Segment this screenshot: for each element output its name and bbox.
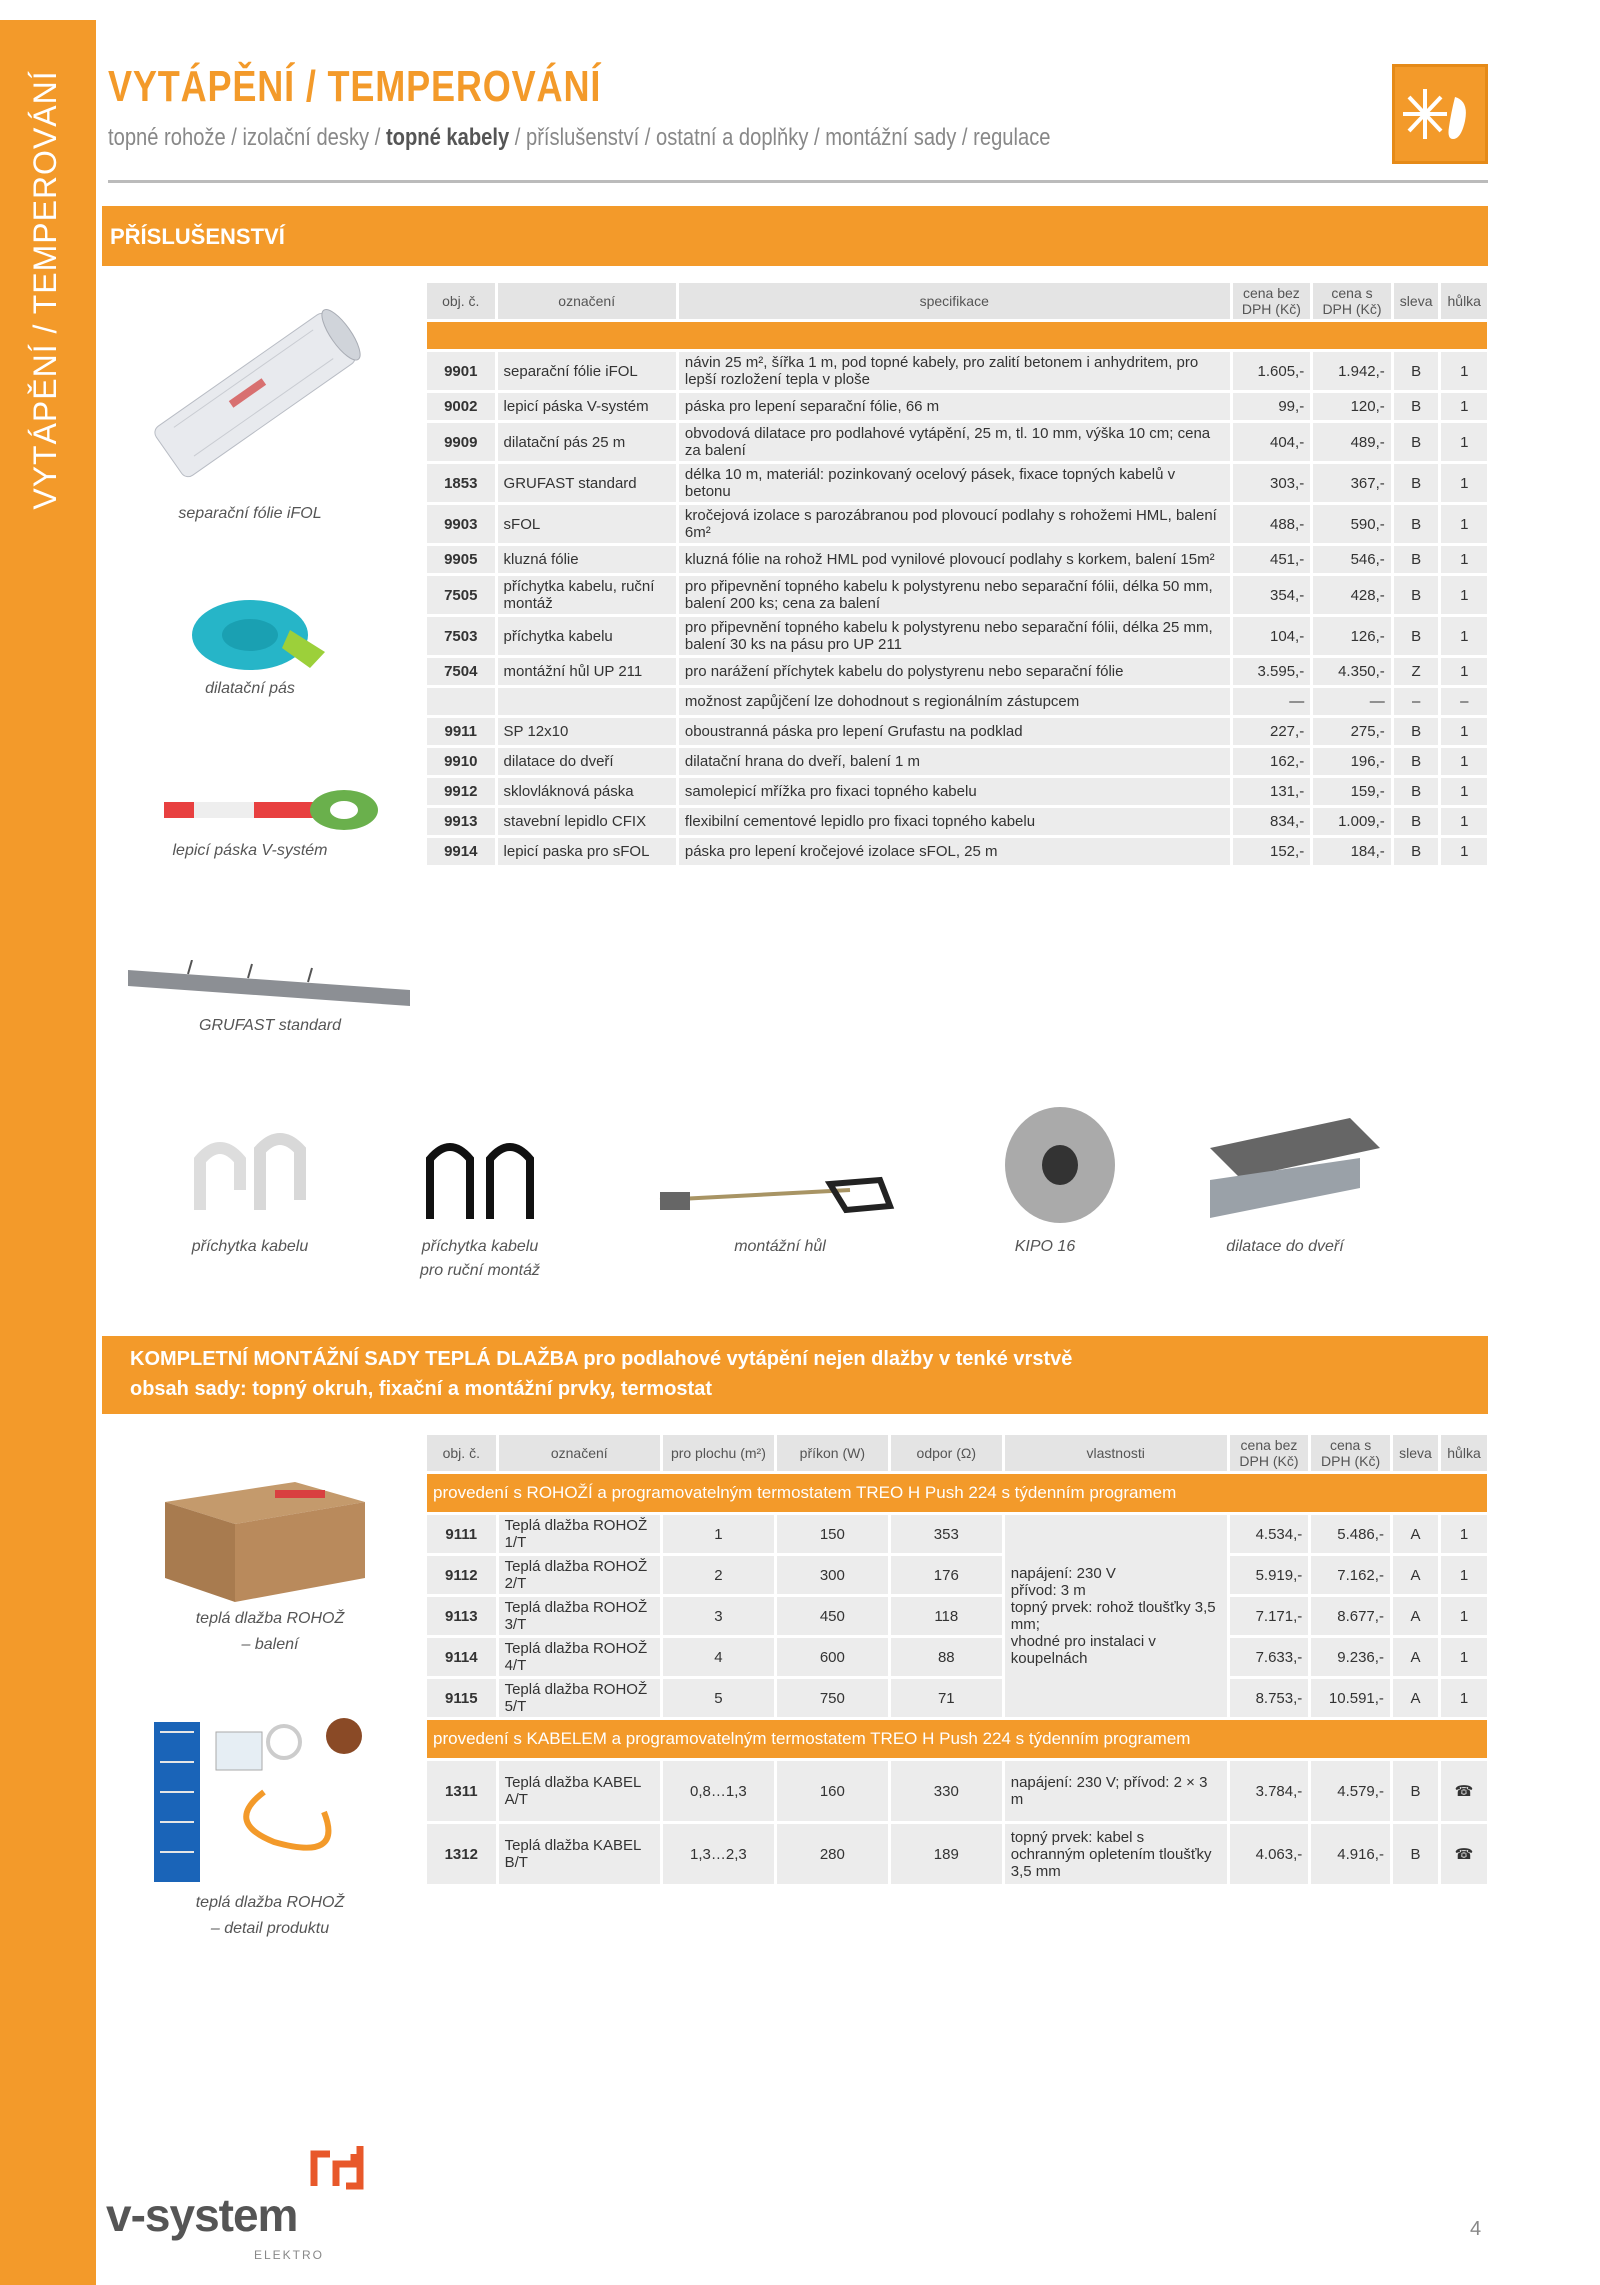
table-cell: 10.591,- [1311,1679,1390,1717]
table-cell: Teplá dlažba ROHOŽ 3/T [499,1597,660,1635]
table-cell: GRUFAST standard [498,464,676,502]
table-header-cell: příkon (W) [777,1435,888,1471]
page-title: VYTÁPĚNÍ / TEMPEROVÁNÍ [108,62,602,111]
table-cell: obvodová dilatace pro podlahové vytápění, 25 m, tl. 10 mm, výška 10 cm; cena za balení [679,423,1230,461]
table-cell: B [1394,393,1439,420]
caption-manual-clip-2: pro ruční montáž [419,1262,541,1279]
table-cell: — [1233,688,1311,715]
table-cell: B [1394,617,1439,655]
table-header-cell: obj. č. [427,1435,496,1471]
table-cell: 1,3…2,3 [663,1824,774,1884]
table-cell: 750 [777,1679,888,1717]
property-line: topný prvek: rohož tloušťky 3,5 mm; [1010,1599,1216,1633]
table-cell: 5.919,- [1230,1556,1309,1594]
table-row [427,393,1487,420]
table-cell: pro narážení příchytek kabelu do polystyrenu nebo separační fólie [679,658,1230,685]
table-cell: B [1394,576,1439,614]
caption-detail-1: teplá dlažba ROHOŽ [195,1894,345,1911]
breadcrumb-item: topné kabely [385,124,510,151]
brand-sub: ELEKTRO [254,2248,325,2262]
table-cell: 1 [1441,576,1487,614]
table-cell: oboustranná páska pro lepení Grufastu na podklad [679,718,1230,745]
table-cell: 450 [777,1597,888,1635]
property-line: napájení: 230 V [1010,1565,1116,1582]
table-header-cell: označení [498,283,676,319]
table-cell: B [1394,778,1439,805]
properties-cell [1005,1515,1227,1717]
table-cell: 9111 [427,1515,496,1553]
table-cell: 1 [1441,778,1487,805]
table-cell: 9913 [427,808,495,835]
table-cell: 160 [777,1761,888,1821]
table-cell: separační fólie iFOL [498,352,676,390]
table-row [427,778,1487,805]
table-cell: 404,- [1233,423,1311,461]
table-cell: – [1441,688,1487,715]
table-cell: Teplá dlažba KABEL B/T [499,1824,660,1884]
table-header-cell: odpor (Ω) [891,1435,1002,1471]
property-line: vhodné pro instalaci v koupelnách [1010,1633,1156,1667]
door-dilatation-image [1200,1118,1390,1228]
table-cell: Teplá dlažba ROHOŽ 4/T [499,1638,660,1676]
heating-logo-icon [1392,64,1488,164]
side-title: VYTÁPĚNÍ / TEMPEROVÁNÍ [27,70,63,510]
table-cell: 546,- [1313,546,1391,573]
table-cell: 120,- [1313,393,1391,420]
table-header-cell: cena s DPH (Kč) [1311,1435,1390,1471]
grufast-image [128,960,410,1020]
mounting-stick-image [650,1160,900,1220]
group-title: provedení s KABELEM a programovatelným termostatem TREO H Push 224 s týdenním programem [427,1720,1487,1758]
table-cell: 1 [663,1515,774,1553]
table-cell: 354,- [1233,576,1311,614]
table-cell: 131,- [1233,778,1311,805]
table-cell: 1 [1441,423,1487,461]
caption-kipo: KIPO 16 [1014,1238,1076,1255]
table-row [427,1761,1487,1821]
table-cell: 126,- [1313,617,1391,655]
table-cell: 9905 [427,546,495,573]
table-cell: 1.942,- [1313,352,1391,390]
table-cell: 7504 [427,658,495,685]
table-cell: 1 [1441,464,1487,502]
table-cell: návin 25 m², šířka 1 m, pod topné kabely, pro zalití betonem i anhydritem, pro lepší rozložení tepla v ploše [679,352,1230,390]
group-title: provedení s ROHOŽÍ a programovatelným termostatem TREO H Push 224 s týdenním programem [427,1474,1487,1512]
clip-image [180,1130,320,1220]
table-cell: délka 10 m, materiál: pozinkovaný ocelový pásek, fixace topných kabelů v betonu [679,464,1230,502]
table-cell: příchytka kabelu, ruční montáž [498,576,676,614]
table-cell: 159,- [1313,778,1391,805]
table-cell: 9113 [427,1597,496,1635]
tape-image [164,788,380,832]
table-cell: 9114 [427,1638,496,1676]
table-cell: dilatační hrana do dveří, balení 1 m [679,748,1230,775]
table-row [427,1679,1487,1717]
table-cell: 489,- [1313,423,1391,461]
table-cell: 4.579,- [1311,1761,1390,1821]
table-cell: 196,- [1313,748,1391,775]
property-line: přívod: 3 m [1010,1582,1086,1599]
table-cell: 330 [891,1761,1002,1821]
table-cell: 300 [777,1556,888,1594]
table-row [427,718,1487,745]
table-row [427,688,1487,715]
table-cell: 488,- [1233,505,1311,543]
caption-tape: lepicí páska V-systém [172,842,328,859]
table-cell: 3.595,- [1233,658,1311,685]
table-cell: 1.605,- [1233,352,1311,390]
table-cell: 834,- [1233,808,1311,835]
table-cell: 88 [891,1638,1002,1676]
table-cell: kluzná fólie [498,546,676,573]
breadcrumb-item: topné rohože [108,124,226,151]
table-cell: Teplá dlažba ROHOŽ 1/T [499,1515,660,1553]
table-cell: 4.350,- [1313,658,1391,685]
table-header-cell: hůlka [1441,283,1487,319]
table-cell: 9901 [427,352,495,390]
table-cell: lepicí páska V-systém [498,393,676,420]
table-cell: 1312 [427,1824,496,1884]
table-cell: 1 [1441,718,1487,745]
table-cell: B [1393,1824,1438,1884]
table-row [427,1824,1487,1884]
table-cell: 451,- [1233,546,1311,573]
table-cell: 1311 [427,1761,496,1821]
table-cell: kročejová izolace s parozábranou pod plovoucí podlahy s rohožemi HML, balení 6m² [679,505,1230,543]
table-cell: 184,- [1313,838,1391,865]
table-cell: 4 [663,1638,774,1676]
table-cell: 1.009,- [1313,808,1391,835]
table-cell: 118 [891,1597,1002,1635]
table-cell: 9911 [427,718,495,745]
breadcrumb-item: příslušenství [526,124,640,151]
table-row [427,617,1487,655]
table-cell: lepicí paska pro sFOL [498,838,676,865]
table-cell: napájení: 230 V; přívod: 2 × 3 m [1005,1761,1227,1821]
table-cell: sFOL [498,505,676,543]
table-header-cell: obj. č. [427,283,495,319]
table-header-cell: sleva [1394,283,1439,319]
product-detail-image [154,1712,394,1882]
table-header-cell: sleva [1393,1435,1438,1471]
caption-door: dilatace do dveří [1226,1238,1344,1255]
table-cell: 152,- [1233,838,1311,865]
table-cell: sklovláknová páska [498,778,676,805]
table-cell: 2 [663,1556,774,1594]
table-cell: B [1394,464,1439,502]
table-cell: 1 [1441,838,1487,865]
table-cell: B [1394,838,1439,865]
table-cell: B [1394,718,1439,745]
table-cell: 1 [1441,505,1487,543]
table-cell: příchytka kabelu [498,617,676,655]
table-row [427,808,1487,835]
table-cell: B [1394,423,1439,461]
breadcrumb-item: regulace [973,124,1051,151]
table-header-cell: označení [499,1435,660,1471]
table-cell: ☎ [1441,1824,1487,1884]
table-row [427,1638,1487,1676]
table-cell: 1 [1441,617,1487,655]
caption-grufast: GRUFAST standard [199,1017,341,1034]
table-cell: 104,- [1233,617,1311,655]
table-cell: pro připevnění topného kabelu k polystyrenu nebo separační fólii, délka 50 mm, balení 200 ks; cena za balení [679,576,1230,614]
table-cell: samolepicí mřížka pro fixaci topného kabelu [679,778,1230,805]
table-header-cell: cena bez DPH (Kč) [1233,283,1311,319]
table-header-cell: pro plochu (m²) [663,1435,774,1471]
table-row [427,505,1487,543]
table-cell: Teplá dlažba ROHOŽ 5/T [499,1679,660,1717]
table-cell: A [1393,1556,1438,1594]
table-cell [498,688,676,715]
table-cell: 9112 [427,1556,496,1594]
table-row [427,838,1487,865]
table-cell: – [1394,688,1439,715]
table-row [427,1556,1487,1594]
breadcrumb-item: ostatní a doplňky [655,124,809,151]
table-cell: A [1393,1515,1438,1553]
table-cell: 5 [663,1679,774,1717]
accessories-table [424,280,1490,868]
table-row [427,352,1487,390]
table-cell: 9115 [427,1679,496,1717]
table-cell: 9912 [427,778,495,805]
table-cell: 7.633,- [1230,1638,1309,1676]
caption-ifol: separační fólie iFOL [178,505,322,522]
table-cell: 367,- [1313,464,1391,502]
table-cell: 590,- [1313,505,1391,543]
table-cell: 4.916,- [1311,1824,1390,1884]
caption-clip: příchytka kabelu [191,1238,309,1255]
table-cell: kluzná fólie na rohož HML pod vynilové plovoucí podlahy s korkem, balení 15m² [679,546,1230,573]
table-cell: flexibilní cementové lepidlo pro fixaci topného kabelu [679,808,1230,835]
table-row [427,1597,1487,1635]
table-cell: 5.486,- [1311,1515,1390,1553]
table-row [427,748,1487,775]
table-cell: Z [1394,658,1439,685]
table-row [427,576,1487,614]
table-cell: 7503 [427,617,495,655]
table-cell: 71 [891,1679,1002,1717]
table-cell: 9.236,- [1311,1638,1390,1676]
table-cell: stavební lepidlo CFIX [498,808,676,835]
table-cell: 1853 [427,464,495,502]
table-cell: 99,- [1233,393,1311,420]
table-row [427,658,1487,685]
section-sets-title: KOMPLETNÍ MONTÁŽNÍ SADY TEPLÁ DLAŽBA pro podlahové vytápění nejen dlažby v tenké vrstvě obsah sady: topný okruh, fixační a montážní prvky, termostat [102,1336,1488,1414]
table-header-cell: vlastnosti [1005,1435,1227,1471]
table-cell: 7505 [427,576,495,614]
table-cell: 162,- [1233,748,1311,775]
header-divider [108,180,1488,183]
table-cell: B [1394,748,1439,775]
table-row [427,464,1487,502]
table-cell: A [1393,1638,1438,1676]
table-row [427,1515,1487,1553]
table-cell: A [1393,1679,1438,1717]
table-cell: 1 [1441,546,1487,573]
table-cell: 1 [1441,1556,1487,1594]
table-cell: 150 [777,1515,888,1553]
table-cell: B [1394,352,1439,390]
table-cell: 8.753,- [1230,1679,1309,1717]
table-cell: Teplá dlažba ROHOŽ 2/T [499,1556,660,1594]
table-row [427,423,1487,461]
table-cell: 280 [777,1824,888,1884]
table-cell: dilatace do dveří [498,748,676,775]
caption-manual-clip-1: příchytka kabelu [421,1238,539,1255]
manual-clip-image [420,1135,540,1221]
table-cell: topný prvek: kabel s ochranným opletením tloušťky 3,5 mm [1005,1824,1227,1884]
table-cell: B [1394,808,1439,835]
table-cell: ☎ [1441,1761,1487,1821]
table-cell: 1 [1441,352,1487,390]
brand-mark-icon [308,2140,380,2190]
table-header-cell: cena s DPH (Kč) [1313,283,1391,319]
table-cell: 9914 [427,838,495,865]
header-accent-row [427,322,1487,349]
table-header-cell: specifikace [679,283,1230,319]
breadcrumb: topné rohože / izolační desky / topné kabely / příslušenství / ostatní a doplňky / montážní sady / regulace [108,124,1051,151]
table-cell: 275,- [1313,718,1391,745]
table-cell: pro připevnění topného kabelu k polystyrenu nebo separační fólii, délka 25 mm, balení 30 ks na pásu pro UP 211 [679,617,1230,655]
brand-logo: v-system [106,2189,298,2241]
table-cell: 9002 [427,393,495,420]
caption-box-2: – balení [241,1636,299,1653]
table-cell: páska pro lepení kročejové izolace sFOL, 25 m [679,838,1230,865]
table-cell: 9909 [427,423,495,461]
table-cell: 176 [891,1556,1002,1594]
table-cell [427,688,495,715]
table-cell: 1 [1441,1597,1487,1635]
table-cell: 8.677,- [1311,1597,1390,1635]
table-cell: 9903 [427,505,495,543]
table-header-cell: cena bez DPH (Kč) [1230,1435,1309,1471]
table-cell: dilatační pás 25 m [498,423,676,461]
table-cell: 3.784,- [1230,1761,1309,1821]
table-cell: 303,- [1233,464,1311,502]
table-cell: 189 [891,1824,1002,1884]
table-cell: možnost zapůjčení lze dohodnout s regionálním zástupcem [679,688,1230,715]
table-cell: 1 [1441,808,1487,835]
table-row [427,546,1487,573]
table-cell: B [1394,505,1439,543]
kipo-roll-image [1000,1105,1120,1225]
table-cell: Teplá dlažba KABEL A/T [499,1761,660,1821]
table-cell: montážní hůl UP 211 [498,658,676,685]
table-cell: 600 [777,1638,888,1676]
section-accessories-title: PŘÍSLUŠENSTVÍ [102,206,1488,266]
caption-detail-2: – detail produktu [210,1920,330,1937]
caption-dilatation: dilatační pás [205,680,295,697]
sets-table [424,1432,1490,1887]
table-cell: 4.534,- [1230,1515,1309,1553]
table-cell: 1 [1441,1515,1487,1553]
table-cell: 1 [1441,658,1487,685]
table-header-cell: hůlka [1441,1435,1487,1471]
table-cell: — [1313,688,1391,715]
table-cell: 1 [1441,1679,1487,1717]
table-cell: 227,- [1233,718,1311,745]
table-cell: B [1393,1761,1438,1821]
table-cell: 4.063,- [1230,1824,1309,1884]
breadcrumb-item: izolační desky [242,124,370,151]
table-cell: 9910 [427,748,495,775]
table-cell: 7.162,- [1311,1556,1390,1594]
table-cell: B [1394,546,1439,573]
box-image [165,1462,365,1602]
table-cell: páska pro lepení separační fólie, 66 m [679,393,1230,420]
table-cell: 3 [663,1597,774,1635]
caption-stick: montážní hůl [734,1238,826,1255]
page-number: 4 [1470,2218,1482,2240]
table-cell: 0,8…1,3 [663,1761,774,1821]
table-cell: 1 [1441,393,1487,420]
table-cell: A [1393,1597,1438,1635]
table-cell: 428,- [1313,576,1391,614]
table-cell: 353 [891,1515,1002,1553]
ifol-roll-image [130,290,380,500]
table-cell: SP 12x10 [498,718,676,745]
breadcrumb-item: montážní sady [825,124,957,151]
table-cell: 1 [1441,748,1487,775]
dilatation-strip-image [190,590,330,680]
caption-box-1: teplá dlažba ROHOŽ [195,1610,345,1627]
table-cell: 7.171,- [1230,1597,1309,1635]
table-cell: 1 [1441,1638,1487,1676]
